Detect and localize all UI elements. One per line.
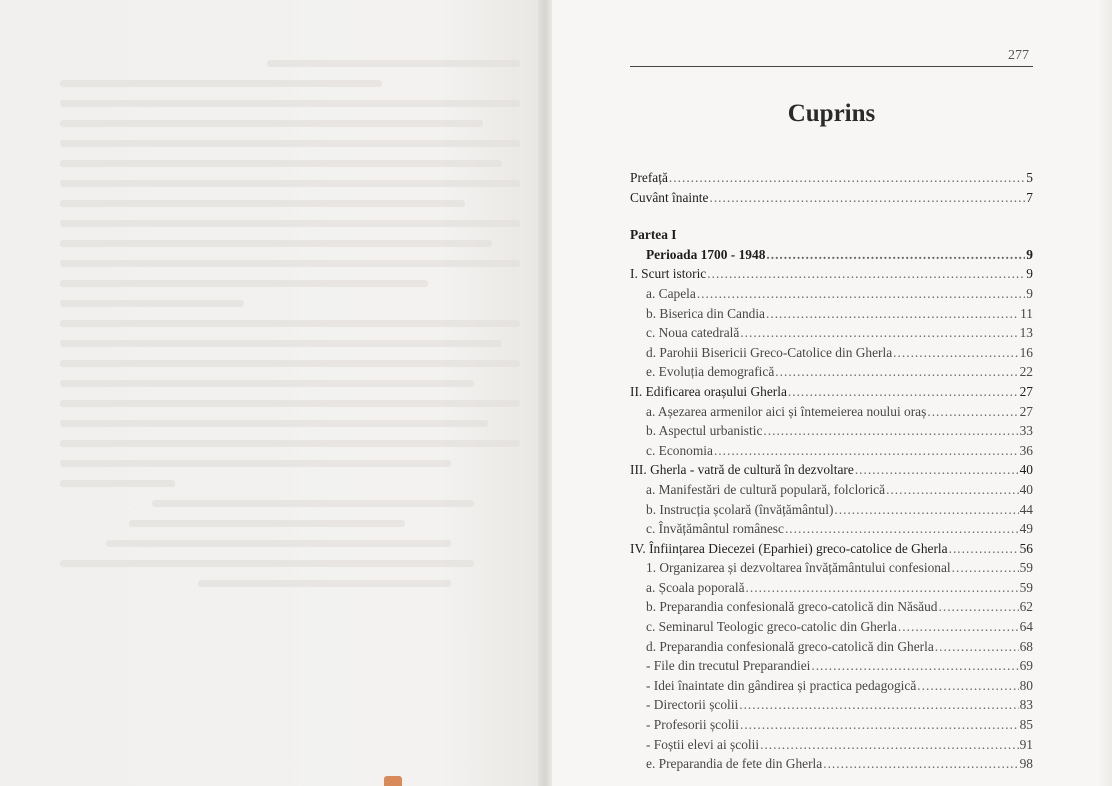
toc-entry: [630, 597, 1033, 617]
leader-dots: [739, 695, 1018, 715]
toc-entry-label: - Foștii elevi ai școlii: [646, 736, 760, 752]
table-of-contents: [630, 168, 1033, 774]
toc-entry-page: 56: [1019, 540, 1033, 556]
toc-entry-label: a. Școala poporală: [646, 579, 745, 595]
toc-entry-label: b. Aspectul urbanistic: [646, 423, 763, 439]
toc-entry-label: a. Manifestări de cultură populară, folclorică: [646, 481, 886, 497]
toc-entry-page: 91: [1019, 736, 1033, 752]
toc-entry-label: - File din trecutul Preparandiei: [646, 658, 811, 674]
toc-entry-page: 22: [1019, 364, 1033, 380]
toc-entry: [630, 676, 1033, 696]
toc-entry-page: 13: [1019, 325, 1033, 341]
toc-entry-label: e. Evoluția demografică: [646, 364, 775, 380]
page-edge-stain: [384, 776, 402, 786]
toc-entry-page: 83: [1019, 697, 1033, 713]
toc-entry: [630, 480, 1033, 500]
toc-entry: [630, 402, 1033, 422]
leader-dots: [740, 715, 1019, 735]
leader-dots: [763, 421, 1018, 441]
toc-entry-label: IV. Înființarea Diecezei (Eparhiei) greco-catolice de Gherla: [630, 540, 948, 556]
leader-dots: [785, 519, 1019, 539]
toc-entry-label: - Directorii școlii: [646, 697, 739, 713]
toc-entry-cuvant-inainte: [630, 188, 1033, 208]
toc-entry-page: 80: [1019, 677, 1033, 693]
toc-entry: [630, 735, 1033, 755]
toc-entry-page: 9: [1026, 246, 1033, 262]
toc-entry: [630, 715, 1033, 735]
toc-entry-label: c. Seminarul Teologic greco-catolic din Gherla: [646, 619, 897, 635]
leader-dots: [740, 323, 1018, 343]
toc-entry-page: 7: [1026, 189, 1033, 205]
toc-entry-page: 5: [1026, 170, 1033, 185]
leader-dots: [707, 264, 1025, 284]
toc-entry-label: d. Preparandia confesională greco-catolică din Gherla: [646, 638, 934, 654]
leader-dots: [917, 676, 1018, 696]
toc-entry-page: 16: [1019, 344, 1033, 360]
toc-entry-label: a. Așezarea armenilor aici și întemeierea noului oraș: [646, 403, 927, 419]
leader-dots: [952, 558, 1019, 578]
toc-entry-page: 40: [1019, 481, 1033, 497]
toc-entry: [630, 558, 1033, 578]
toc-entry-page: 9: [1026, 285, 1033, 301]
toc-entry-page: 85: [1019, 717, 1033, 733]
leader-dots: [746, 578, 1019, 598]
toc-entry: [630, 617, 1033, 637]
toc-entry-page: 68: [1019, 638, 1033, 654]
toc-entry: [630, 421, 1033, 441]
toc-entry: [630, 519, 1033, 539]
leader-dots: [760, 735, 1019, 755]
toc-entry-page: 62: [1019, 599, 1033, 615]
toc-entry-label: Prefață: [630, 170, 668, 185]
leader-dots: [766, 304, 1019, 324]
leader-dots: [823, 754, 1018, 774]
toc-entries: [630, 264, 1033, 773]
toc-entry-page: 98: [1019, 756, 1033, 772]
leader-dots: [855, 460, 1019, 480]
toc-entry-page: 59: [1019, 579, 1033, 595]
toc-entry-label: d. Parohii Bisericii Greco-Catolice din Gherla: [646, 344, 893, 360]
toc-entry: [630, 754, 1033, 774]
toc-entry-label: Cuvânt înainte: [630, 189, 709, 205]
leader-dots: [939, 597, 1019, 617]
toc-entry: [630, 460, 1033, 480]
leader-dots: [669, 168, 1025, 188]
toc-entry-label: - Profesorii școlii: [646, 717, 739, 733]
leader-dots: [788, 382, 1019, 402]
toc-entry: [630, 323, 1033, 343]
leader-dots: [811, 656, 1018, 676]
leader-dots: [893, 343, 1018, 363]
toc-entry: [630, 539, 1033, 559]
toc-entry-label: c. Economia: [646, 442, 713, 458]
toc-entry: [630, 637, 1033, 657]
toc-entry-page: 64: [1019, 619, 1033, 635]
toc-entry-period: [630, 245, 1033, 265]
toc-entry-page: 33: [1019, 423, 1033, 439]
leader-dots: [949, 539, 1019, 559]
toc-entry: [630, 500, 1033, 520]
toc-entry-page: 49: [1019, 521, 1033, 537]
page-number: 277: [1008, 48, 1029, 63]
toc-entry: [630, 656, 1033, 676]
leader-dots: [834, 500, 1018, 520]
leader-dots: [714, 441, 1019, 461]
toc-entry: [630, 695, 1033, 715]
toc-entry-label: II. Edificarea orașului Gherla: [630, 383, 787, 399]
header-rule: [630, 66, 1033, 67]
toc-entry-page: 27: [1019, 403, 1033, 419]
toc-entry-label: b. Instrucția școlară (învățământul): [646, 501, 834, 517]
leader-dots: [927, 402, 1018, 422]
leader-dots: [898, 617, 1019, 637]
toc-entry-page: 59: [1019, 560, 1033, 576]
toc-entry-page: 27: [1019, 383, 1033, 399]
toc-entry-label: a. Capela: [646, 285, 696, 301]
toc-entry: [630, 264, 1033, 284]
show-through-text: [60, 60, 520, 600]
leader-dots: [766, 245, 1025, 265]
toc-entry: [630, 578, 1033, 598]
toc-entry-label: b. Biserica din Candia: [646, 305, 765, 321]
toc-entry: [630, 304, 1033, 324]
leader-dots: [935, 637, 1019, 657]
toc-entry-prefata: [630, 168, 1033, 188]
toc-entry-page: 44: [1019, 501, 1033, 517]
leader-dots: [775, 362, 1018, 382]
toc-entry-label: - Idei înaintate din gândirea și practica pedagogică: [646, 677, 917, 693]
toc-entry-page: 40: [1019, 462, 1033, 478]
toc-entry-page: 69: [1019, 658, 1033, 674]
toc-entry-label: I. Scurt istoric: [630, 266, 707, 282]
leader-dots: [709, 188, 1025, 208]
toc-entry-page: 36: [1019, 442, 1033, 458]
toc-entry-label: b. Preparandia confesională greco-catolică din Năsăud: [646, 599, 938, 615]
book-gutter: [538, 0, 552, 786]
left-page-blank: [0, 0, 548, 786]
toc-entry: [630, 343, 1033, 363]
toc-entry: [630, 362, 1033, 382]
leader-dots: [886, 480, 1019, 500]
toc-entry-page: 11: [1020, 305, 1033, 321]
toc-entry: [630, 441, 1033, 461]
toc-entry-label: III. Gherla - vatră de cultură în dezvoltare: [630, 462, 854, 478]
toc-entry-label: e. Preparandia de fete din Gherla: [646, 756, 823, 772]
toc-entry-label: c. Noua catedrală: [646, 325, 740, 341]
page-edge: [1098, 0, 1112, 786]
toc-entry-label: Perioada 1700 - 1948: [646, 246, 766, 262]
toc-entry-label: 1. Organizarea și dezvoltarea învățământului confesional: [646, 560, 951, 576]
toc-entry: [630, 382, 1033, 402]
leader-dots: [697, 284, 1025, 304]
toc-entry: [630, 284, 1033, 304]
toc-entry-label: c. Învățământul românesc: [646, 521, 784, 537]
part-heading: Partea I: [630, 227, 677, 243]
page-title: Cuprins: [787, 100, 876, 127]
toc-entry-page: 9: [1026, 266, 1033, 282]
